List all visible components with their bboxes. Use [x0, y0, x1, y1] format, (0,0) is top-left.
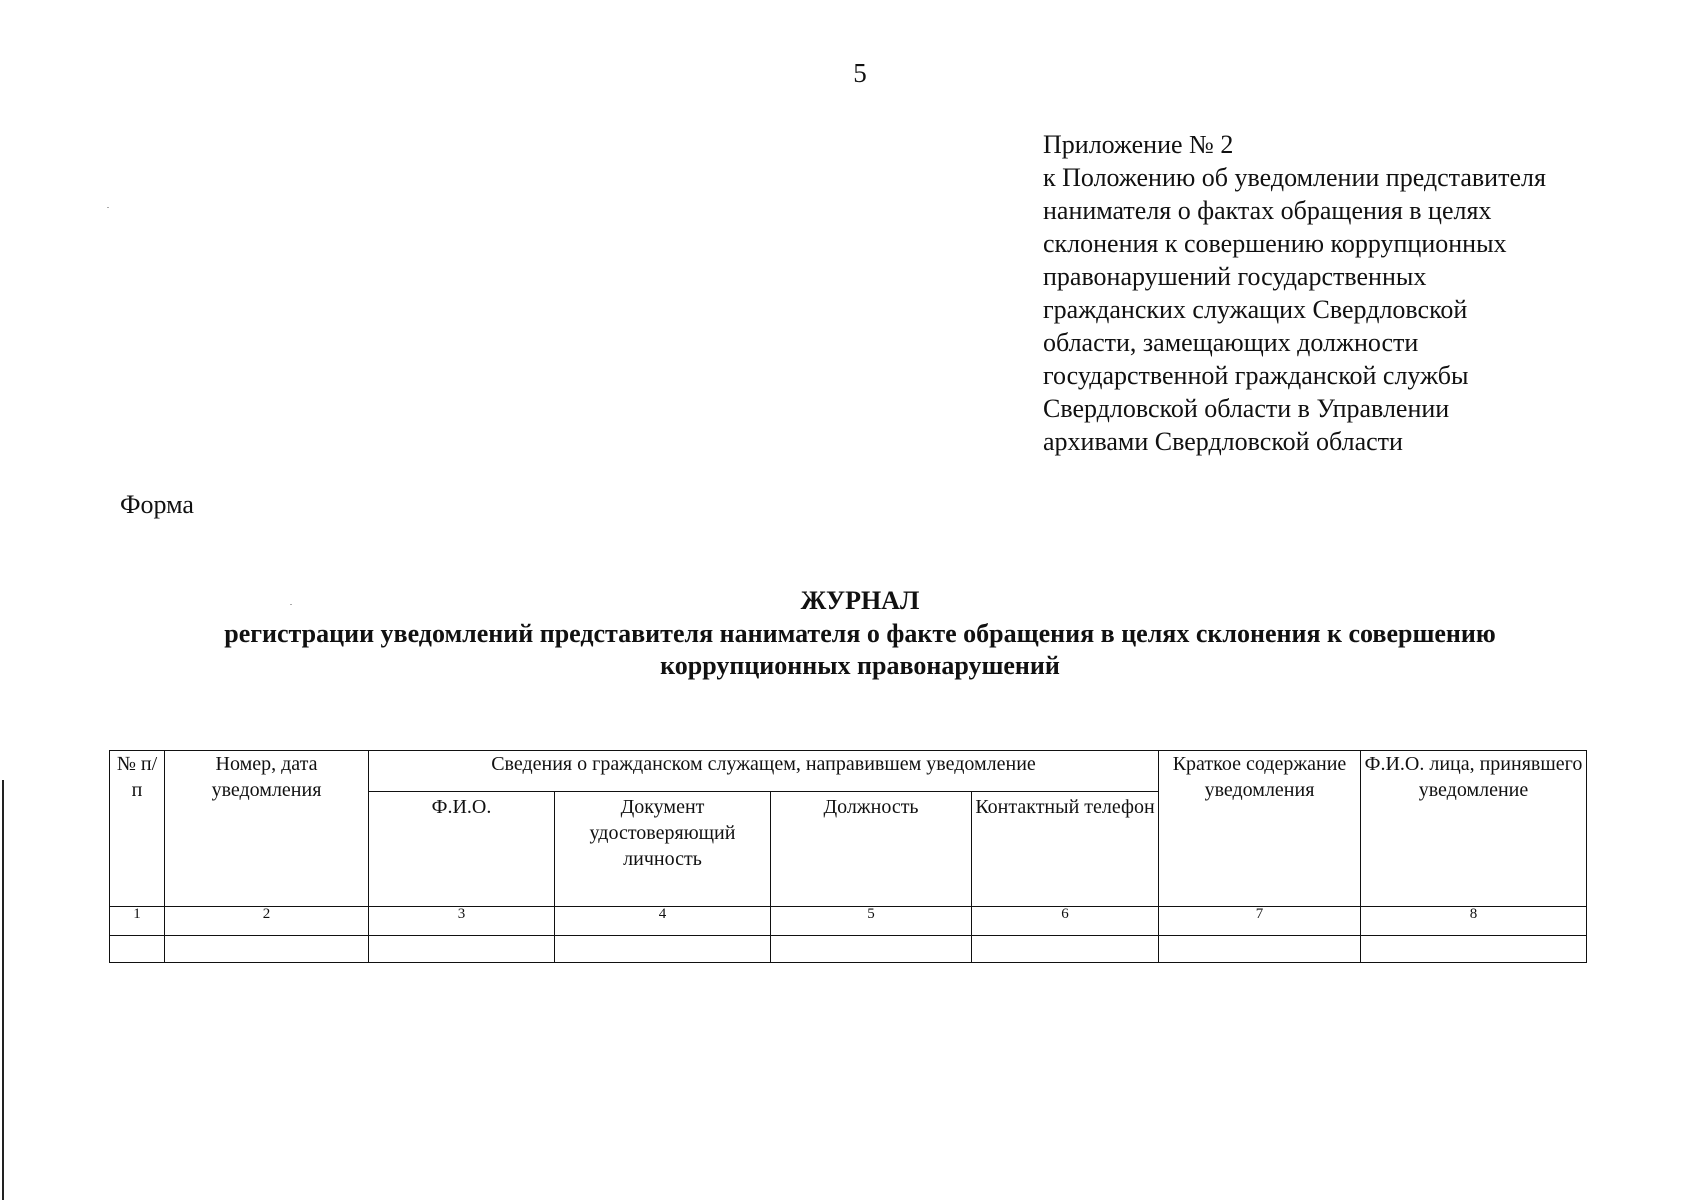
column-number: 3: [369, 907, 555, 936]
column-number: 1: [110, 907, 165, 936]
table-row: [110, 936, 1587, 963]
header-number: № п/п: [110, 751, 165, 907]
table-cell: [1361, 936, 1587, 963]
appendix-line: Приложение № 2: [1043, 130, 1234, 159]
journal-subtitle: регистрации уведомлений представителя нанимателя о факте обращения в целях склонения к совершению коррупционных правонарушений: [224, 619, 1496, 680]
table-cell: [1159, 936, 1361, 963]
scan-speck: [290, 604, 292, 605]
column-number: 2: [165, 907, 369, 936]
column-number-row: [110, 907, 1587, 936]
header-summary: Краткое содержание уведомления: [1159, 751, 1361, 907]
column-number: 5: [771, 907, 972, 936]
form-label: Форма: [120, 490, 194, 519]
appendix-line: государственной гражданской службы: [1043, 361, 1469, 390]
table-cell: [555, 936, 771, 963]
column-number: 4: [555, 907, 771, 936]
table-cell: [369, 936, 555, 963]
column-number: 7: [1159, 907, 1361, 936]
appendix-line: Свердловской области в Управлении: [1043, 394, 1450, 423]
appendix-block: [1043, 128, 1663, 458]
appendix-line: правонарушений государственных: [1043, 262, 1427, 291]
appendix-line: склонения к совершению коррупционных: [1043, 229, 1507, 258]
header-fio: Ф.И.О.: [369, 792, 555, 907]
table-cell: [165, 936, 369, 963]
scan-edge-line: [2, 780, 4, 1200]
appendix-line: к Положению об уведомлении представителя: [1043, 163, 1546, 192]
table-cell: [972, 936, 1159, 963]
appendix-line: нанимателя о фактах обращения в целях: [1043, 196, 1492, 225]
header-position: Должность: [771, 792, 972, 907]
registration-journal-table: [109, 750, 1587, 963]
scan-speck: [107, 207, 109, 208]
table-cell: [110, 936, 165, 963]
appendix-line: области, замещающих должности: [1043, 328, 1419, 357]
column-number: 8: [1361, 907, 1587, 936]
column-number: 6: [972, 907, 1159, 936]
header-document: Документ удостоверяющий личность: [555, 792, 771, 907]
page-number: 5: [853, 58, 867, 88]
table-cell: [771, 936, 972, 963]
journal-title: ЖУРНАЛ: [800, 586, 920, 615]
header-notice-number-date: Номер, дата уведомления: [165, 751, 369, 907]
header-employee-info: Сведения о гражданском служащем, направившем уведомление: [369, 751, 1159, 792]
header-receiver: Ф.И.О. лица, принявшего уведомление: [1361, 751, 1587, 907]
header-phone: Контактный телефон: [972, 792, 1159, 907]
appendix-line: гражданских служащих Свердловской: [1043, 295, 1468, 324]
appendix-line: архивами Свердловской области: [1043, 427, 1403, 456]
